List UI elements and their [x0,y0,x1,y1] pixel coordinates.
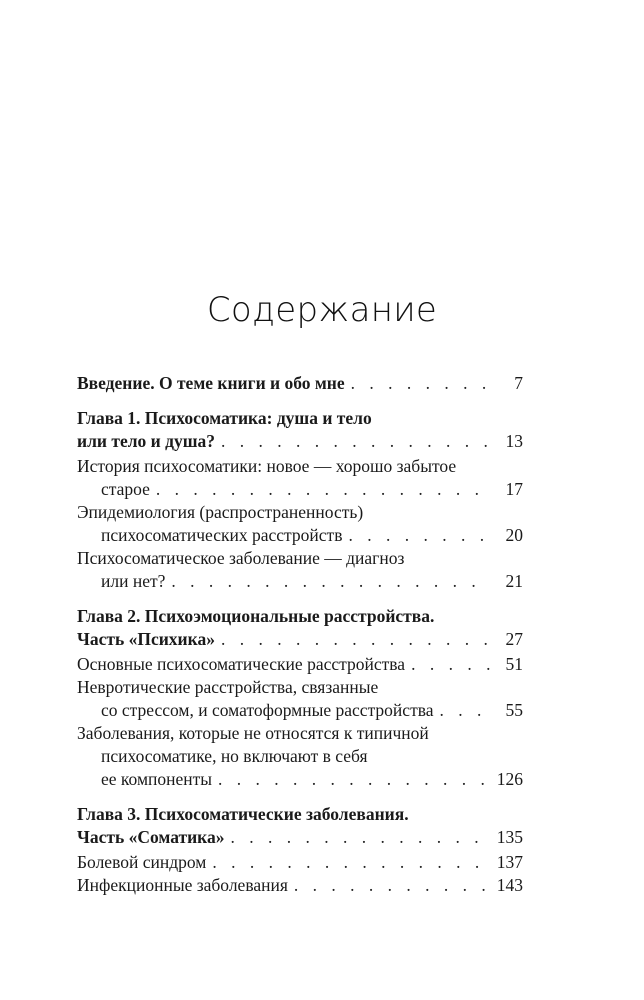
page-title: Содержание [206,290,438,330]
dot-leader [348,524,491,547]
dot-leader [221,430,491,453]
toc-entry-title-continued: или нет? [101,571,166,591]
dot-leader [411,653,491,676]
dot-leader [156,478,491,501]
toc-entry-title: Инфекционные заболевания [77,875,288,895]
toc-entry[interactable] [77,803,523,849]
toc-entry-title-continued: старое [101,479,150,499]
toc-entry[interactable] [77,547,523,593]
toc-entry-title: Болевой синдром [77,852,207,872]
toc-entry-line [77,768,523,791]
dot-leader [351,372,491,395]
toc-entry-line [77,478,523,501]
toc-entry[interactable] [77,653,523,676]
toc-page-number: 51 [505,654,523,674]
toc-page-number: 143 [496,875,523,895]
toc-entry-title: Психосоматическое заболевание — диагноз [77,548,405,568]
toc-entry-title: Заболевания, которые не относятся к типичной [77,723,429,743]
toc-page-number: 126 [496,769,523,789]
dot-leader [171,570,491,593]
toc-page-number: 135 [496,827,523,847]
toc-entry[interactable] [77,455,523,501]
dot-leader [440,699,491,722]
toc-entry-line [77,628,523,651]
toc-entry-line [77,524,523,547]
toc-entry-line [77,430,523,453]
toc-page-number: 27 [505,629,523,649]
toc-entry[interactable] [77,676,523,722]
toc-entry-line [77,851,523,874]
toc-entry-line [77,826,523,849]
toc-entry-title: Основные психосоматические расстройства [77,654,406,674]
toc-entry-title: Глава 2. Психоэмоциональные расстройства. [77,606,435,626]
toc-page-number: 17 [505,479,523,499]
toc-page-number: 55 [505,700,523,720]
toc-entry-title: Невротические расстройства, связанные [77,677,379,697]
dot-leader [212,851,488,874]
toc-entry-title-continued: Часть «Соматика» [77,827,225,847]
toc-entry-title: Введение. О теме книги и обо мне [77,373,345,393]
toc-entry-title: Глава 1. Психосоматика: душа и тело [77,408,372,428]
toc-entry-title: Глава 3. Психосоматические заболевания. [77,804,409,824]
toc-entry-title-continued: со стрессом, и соматоформные расстройства [101,700,434,720]
toc-entry-line [77,874,523,897]
toc-entry-title-continued: Часть «Психика» [77,629,215,649]
toc-entry[interactable] [77,722,523,791]
toc-entry[interactable] [77,605,523,651]
dot-leader [221,628,491,651]
toc-entry[interactable] [77,874,523,897]
toc-entry[interactable] [77,407,523,453]
toc-entry-line [77,653,523,676]
toc-entry-line [77,372,523,395]
toc-entry-line [77,570,523,593]
toc-page-number: 13 [505,431,523,451]
toc-entry[interactable] [77,851,523,874]
toc-page-number: 137 [496,852,523,872]
toc-entry-title: Эпидемиология (распространенность) [77,502,364,522]
dot-leader [218,768,489,791]
toc-entry[interactable] [77,501,523,547]
table-of-contents [77,372,523,897]
toc-entry-title-continued: психосоматике, но включают в себя [101,746,368,766]
toc-entry-title-continued: или тело и душа? [77,431,216,451]
toc-page-number: 20 [505,525,523,545]
toc-entry-title: История психосоматики: новое — хорошо забытое [77,456,457,476]
dot-leader [231,826,489,849]
toc-entry[interactable] [77,372,523,395]
dot-leader [294,874,489,897]
toc-entry-line [77,699,523,722]
toc-page-number: 21 [505,571,523,591]
toc-page-number: 7 [514,373,523,393]
toc-entry-title-continued: психосоматических расстройств [101,525,343,545]
toc-entry-title-continued: ее компоненты [101,769,213,789]
